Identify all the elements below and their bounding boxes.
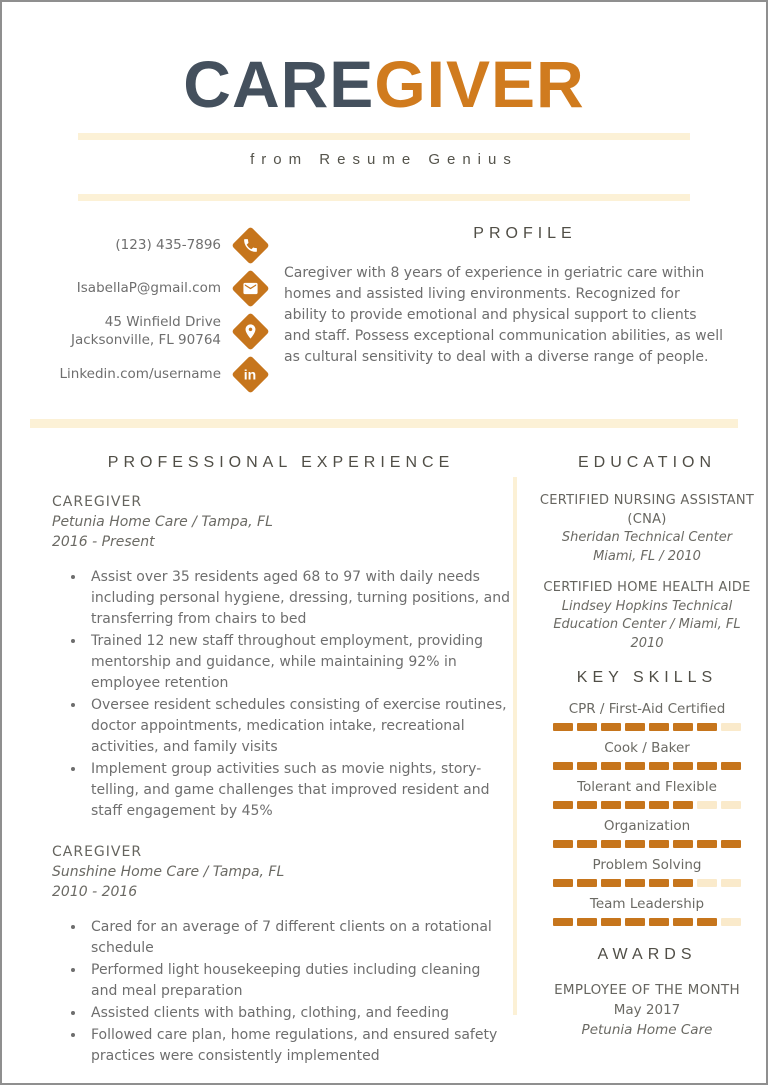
skill-segment-filled [577, 840, 597, 848]
skill-label: Team Leadership [589, 896, 705, 912]
street-address: 45 Winfield Drive Jacksonville, FL 90764 [71, 314, 221, 348]
skill-segment-filled [601, 918, 621, 926]
skill-segment-empty [697, 879, 717, 887]
profile-heading: PROFILE [473, 225, 577, 242]
skill-segment-filled [649, 879, 669, 887]
skills-section [528, 669, 766, 926]
location-icon [231, 312, 269, 350]
skill-segment-filled [625, 840, 645, 848]
skill-segment-filled [553, 840, 573, 848]
experience-heading: PROFESSIONAL EXPERIENCE [107, 454, 455, 471]
skill-bar [553, 879, 741, 887]
column-divider [513, 477, 517, 1015]
skill-label: Organization [603, 818, 691, 834]
skill-segment-filled [601, 879, 621, 887]
phone-icon [231, 226, 269, 264]
awards-section [528, 946, 766, 1040]
skill-item [528, 896, 766, 926]
contact-profile-row [2, 225, 766, 397]
education-title: CERTIFIED HOME HEALTH AIDE [543, 580, 751, 595]
skill-item [528, 701, 766, 731]
skill-bar [553, 762, 741, 770]
skill-bar [553, 801, 741, 809]
job-bullet: • Assist over 35 residents aged 68 to 97 with daily needs including personal hygiene, dressing, turning positions, and transferring from chairs to bed [86, 567, 510, 630]
job-bullet: • Trained 12 new staff throughout employment, providing mentorship and guidance, while maintaining 92% in employee retention [86, 631, 510, 694]
job-bullet: • Cared for an average of 7 different clients on a rotational schedule [86, 917, 510, 959]
job-bullet-list [52, 567, 510, 822]
skill-segment-empty [721, 801, 741, 809]
skill-segment-filled [601, 840, 621, 848]
skill-segment-filled [625, 762, 645, 770]
profile-section [270, 225, 766, 397]
job-bullet: • Implement group activities such as movie nights, story-telling, and game challenges that improved resident and staff engagement by 45% [86, 759, 510, 822]
education-location-date: 2010 [630, 635, 664, 651]
skill-segment-filled [625, 723, 645, 731]
skill-segment-filled [697, 723, 717, 731]
header-subtitle: from Resume Genius [250, 151, 518, 168]
job-dates: 2016 - Present [52, 534, 155, 550]
skill-segment-empty [721, 879, 741, 887]
linkedin-icon: in [231, 355, 269, 393]
job-entry [52, 842, 510, 1067]
skill-label: Problem Solving [592, 857, 702, 873]
job-entry [52, 492, 510, 822]
skill-segment-filled [673, 723, 693, 731]
skill-segment-filled [577, 918, 597, 926]
education-section [528, 454, 766, 653]
skill-segment-empty [721, 723, 741, 731]
skill-item [528, 740, 766, 770]
skill-label: CPR / First-Aid Certified [568, 701, 726, 717]
skill-segment-filled [673, 918, 693, 926]
skill-segment-filled [553, 879, 573, 887]
job-bullet-list [52, 917, 510, 1067]
award-title: EMPLOYEE OF THE MONTH [554, 982, 740, 998]
skill-segment-filled [673, 801, 693, 809]
skill-segment-filled [553, 801, 573, 809]
experience-section [52, 454, 510, 1085]
education-location-date: Miami, FL / 2010 [593, 548, 701, 564]
skill-segment-filled [553, 918, 573, 926]
skill-segment-filled [673, 840, 693, 848]
skill-segment-filled [577, 879, 597, 887]
skill-item [528, 779, 766, 809]
contact-row-address [32, 311, 270, 351]
email-address: IsabellaP@gmail.com [76, 280, 221, 296]
skill-segment-filled [649, 840, 669, 848]
job-bullet: • Oversee resident schedules consisting of exercise routines, doctor appointments, medication intake, recreational activities, and family visits [86, 695, 510, 758]
skill-segment-filled [649, 723, 669, 731]
sidebar-column [528, 454, 766, 1085]
skill-segment-filled [553, 762, 573, 770]
skill-segment-filled [721, 762, 741, 770]
contact-row-email [32, 268, 270, 308]
skill-segment-filled [553, 723, 573, 731]
skill-segment-filled [625, 801, 645, 809]
skill-segment-filled [649, 762, 669, 770]
job-bullet: • Followed care plan, home regulations, and ensured safety practices were consistently implemented [86, 1025, 510, 1067]
skill-segment-filled [625, 918, 645, 926]
skill-segment-filled [721, 840, 741, 848]
award-organization: Petunia Home Care [581, 1022, 713, 1038]
profile-summary: Caregiver with 8 years of experience in geriatric care within homes and assisted living environments. Recognized for ability to provide emotional and physical support to clients and staff. Possess exceptional communication abilities, as well as cultural sensitivity to deal with a diverse range of people. [284, 265, 723, 365]
skill-segment-filled [697, 840, 717, 848]
section-divider-band [30, 419, 738, 428]
job-company: Sunshine Home Care / Tampa, FL [52, 864, 285, 880]
skill-segment-filled [601, 762, 621, 770]
linkedin-handle: Linkedin.com/username [59, 366, 221, 382]
header [2, 2, 766, 201]
education-entry [528, 579, 766, 653]
title-part-giver: GIVER [374, 47, 585, 121]
skill-segment-filled [625, 879, 645, 887]
skill-bar [553, 723, 741, 731]
skill-segment-filled [649, 918, 669, 926]
education-title: CERTIFIED NURSING ASSISTANT (CNA) [539, 493, 755, 527]
skill-segment-filled [673, 879, 693, 887]
skill-label: Tolerant and Flexible [577, 779, 717, 795]
education-school: Lindsey Hopkins Technical Education Center / Miami, FL [553, 598, 741, 632]
phone-number: (123) 435-7896 [115, 237, 221, 253]
skill-segment-filled [601, 723, 621, 731]
award-date: May 2017 [613, 1002, 681, 1018]
skill-segment-filled [577, 723, 597, 731]
education-heading: EDUCATION [577, 454, 717, 471]
awards-heading: AWARDS [597, 946, 697, 963]
skill-segment-filled [577, 762, 597, 770]
contact-row-linkedin [32, 354, 270, 394]
header-divider-top [78, 133, 690, 140]
skills-heading: KEY SKILLS [576, 669, 718, 686]
skill-label: Cook / Baker [604, 740, 690, 756]
job-title: CAREGIVER [52, 494, 143, 510]
skill-segment-filled [649, 801, 669, 809]
skill-segment-empty [697, 801, 717, 809]
skill-segment-filled [697, 762, 717, 770]
job-company: Petunia Home Care / Tampa, FL [52, 514, 273, 530]
job-bullet: • Performed light housekeeping duties including cleaning and meal preparation [86, 960, 510, 1002]
job-bullet: • Assisted clients with bathing, clothing, and feeding [86, 1003, 510, 1024]
skill-segment-filled [697, 918, 717, 926]
job-dates: 2010 - 2016 [52, 884, 138, 900]
skill-segment-empty [721, 918, 741, 926]
skill-bar [553, 918, 741, 926]
education-school: Sheridan Technical Center [561, 530, 733, 545]
email-icon [231, 269, 269, 307]
contact-block [2, 225, 270, 397]
skill-item [528, 818, 766, 848]
page-title [2, 47, 766, 121]
skill-segment-filled [673, 762, 693, 770]
skill-bar [553, 840, 741, 848]
main-columns [2, 428, 766, 1085]
education-entry [528, 492, 766, 566]
contact-row-phone [32, 225, 270, 265]
header-divider-bottom [78, 194, 690, 201]
skill-item [528, 857, 766, 887]
skill-segment-filled [577, 801, 597, 809]
job-title: CAREGIVER [52, 844, 143, 860]
skill-segment-filled [601, 801, 621, 809]
title-part-care: CARE [183, 47, 375, 121]
award-entry [528, 980, 766, 1040]
